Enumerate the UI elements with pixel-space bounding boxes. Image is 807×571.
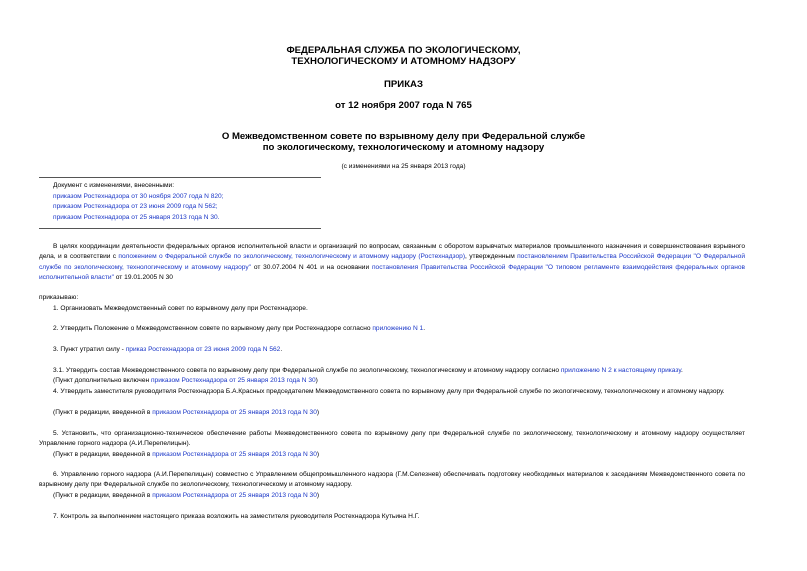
amendment-link-3[interactable]: приказом Ростехнадзора от 25 января 2013 года N 30.: [53, 213, 220, 221]
item-4-note-link[interactable]: приказом Ростехнадзора от 25 января 2013 года N 30: [152, 409, 317, 416]
agency-line-2: ТЕХНОЛОГИЧЕСКОМУ И АТОМНОМУ НАДЗОРУ: [291, 56, 516, 67]
preamble-text-4: от 19.01.2005 N 30: [113, 274, 173, 282]
amendments-top-rule: [39, 177, 321, 178]
item-4-note-text: (Пункт в редакции, введенной в: [53, 409, 153, 416]
preamble-text-3: от 30.07.2004 N 401 и на основании: [251, 263, 372, 271]
item-3-1: [39, 366, 745, 376]
item-2: [39, 324, 745, 334]
item-6-note-text: (Пункт в редакции, введенной в: [53, 492, 153, 499]
item-3-1-end: .: [680, 367, 683, 374]
item-6: 6. Управлению горного надзора (А.И.Перепелицын) совместно с Управлением общепромышленного надзора (Г.М.Селезнев) обеспечивать подготовку необходимых материалов к заседаниям Межведомственного совета по взрывному делу при Федеральной службе по экологическому, технологическому и атомному надзору.: [39, 471, 745, 489]
amendments-block: [53, 181, 333, 223]
item-2-link[interactable]: приложению N 1: [372, 325, 424, 332]
item-5-note-text: (Пункт в редакции, введенной в: [53, 451, 153, 458]
item-4: 4. Утвердить заместителя руководителя Ростехнадзора Б.А.Красных председателем Межведомственного совета по взрывному делу при Федеральной службе по экологическому, технологическому и атомному надзору.: [53, 388, 725, 395]
item-6-note: [39, 491, 759, 501]
amendments-intro: Документ с изменениями, внесенными:: [53, 182, 175, 189]
amended-note: (с изменениями на 25 января 2013 года): [341, 163, 466, 170]
item-6-note-end: ): [316, 492, 320, 499]
order-word: приказываю:: [39, 294, 79, 301]
item-3-1-note-end: ): [315, 377, 318, 384]
item-5: 5. Установить, что организационно-техническое обеспечение работы Межведомственного совета по взрывному делу при Федеральной службе по экологическому, технологическому и атомному надзору осуществляет Управление горного надзора (А.И.Перепелицын).: [39, 430, 745, 448]
item-3-text: 3. Пункт утратил силу -: [53, 346, 126, 353]
item-7: 7. Контроль за выполнением настоящего приказа возложить на заместителя руководителя Ростехнадзора Кутьина Н.Г.: [53, 513, 420, 520]
doc-date: от 12 ноября 2007 года N 765: [335, 100, 472, 111]
amendments-bottom-rule: [39, 228, 321, 229]
item-1: 1. Организовать Межведомственный совет по взрывному делу при Ростехнадзоре.: [53, 305, 308, 312]
item-3-1-note-text: (Пункт дополнительно включен: [53, 377, 151, 384]
preamble-link-regulation[interactable]: положением о Федеральной службе по экологическому, технологическому и атомному надзору (Ростехнадзор): [118, 253, 466, 261]
preamble: [39, 242, 745, 284]
preamble-text-2: , утвержденным: [465, 253, 518, 261]
item-2-end: .: [423, 325, 426, 332]
amendment-link-2[interactable]: приказом Ростехнадзора от 23 июня 2009 года N 562;: [53, 203, 218, 210]
item-3: [39, 345, 745, 355]
item-3-1-note: [39, 376, 759, 386]
item-3-1-note-link[interactable]: приказом Ростехнадзора от 25 января 2013 года N 30: [150, 377, 316, 384]
item-3-end: .: [280, 346, 283, 353]
item-4-note: [39, 408, 759, 418]
preamble-text-1: В целях координации деятельности федеральных органов исполнительной власти и организаций по вопросам, связанным с оборотом взрывчатых материалов промышленного назначения и совершенствования взрывного дела, и в соответствии с: [39, 243, 745, 261]
preamble-link-resolution-401[interactable]: постановлением Правительства Российской Федерации "О Федеральной службе по экологическому, технологическому и атомному надзору": [39, 253, 746, 271]
item-5-note-link[interactable]: приказом Ростехнадзора от 25 января 2013 года N 30: [152, 451, 317, 458]
agency-name: [0, 45, 807, 67]
item-2-text: 2. Утвердить Положение о Межведомственном совете по взрывному делу при Ростехнадзоре согласно: [53, 325, 373, 332]
item-5-note: [39, 450, 759, 460]
agency-line-1: ФЕДЕРАЛЬНАЯ СЛУЖБА ПО ЭКОЛОГИЧЕСКОМУ,: [286, 45, 521, 56]
doc-title-line-2: по экологическому, технологическому и атомному надзору: [262, 142, 545, 153]
item-6-note-link[interactable]: приказом Ростехнадзора от 25 января 2013 года N 30: [152, 492, 317, 499]
preamble-link-resolution-30[interactable]: постановления Правительства Российской Федерации "О типовом регламенте взаимодействия федеральных органов исполнительной власти": [39, 263, 745, 282]
amendment-link-1[interactable]: приказом Ростехнадзора от 30 ноября 2007 года N 820;: [53, 192, 224, 200]
item-4-note-end: ): [316, 409, 320, 416]
doc-title: [0, 131, 807, 153]
item-3-link[interactable]: приказ Ростехнадзора от 23 июня 2009 года N 562: [125, 346, 281, 353]
item-3-1-text: 3.1. Утвердить состав Межведомственного совета по взрывному делу при Федеральной службе по экологическому, технологическому и атомному надзору согласно: [53, 367, 561, 374]
item-5-note-end: ): [316, 451, 320, 458]
item-3-1-link[interactable]: приложению N 2 к настоящему приказу: [560, 367, 681, 374]
doc-title-line-1: О Межведомственном совете по взрывному делу при Федеральной службе: [221, 131, 586, 142]
doc-type: ПРИКАЗ: [384, 79, 423, 90]
